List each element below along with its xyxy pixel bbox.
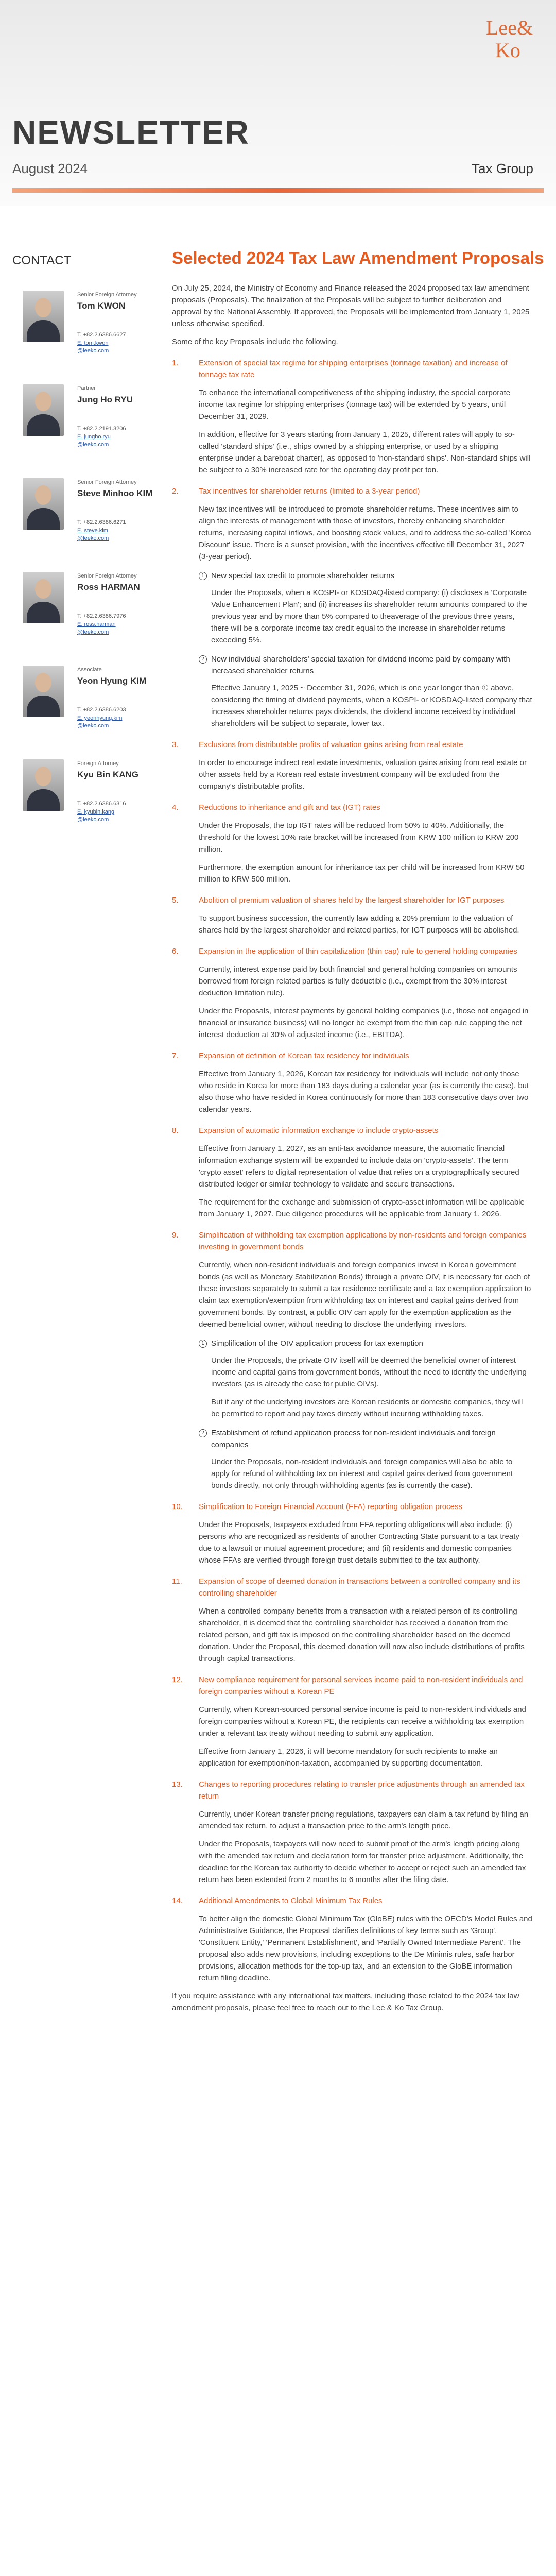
contact-photo <box>23 291 64 342</box>
contact-email-domain[interactable]: @leeko.com <box>77 629 109 635</box>
contact-photo <box>23 666 64 717</box>
section-number: 6. <box>172 947 179 956</box>
section-title-text: Exclusions from distributable profits of valuation gains arising from real estate <box>199 740 463 749</box>
contact-name: Kyu Bin KANG <box>77 770 138 779</box>
section-title <box>172 357 532 381</box>
newsletter-header <box>0 0 556 206</box>
section-paragraph: Under the Proposals, taxpayers will now need to submit proof of the arm's length pricing along with the amended tax return and declaration form for transfer price adjustment. Additionally, the deadline for the Korean tax authority to decide whether to accept or reject such an amended tax return has been extended from 2 months to 6 months after the filing date. <box>199 1840 526 1884</box>
contact-email-domain[interactable]: @leeko.com <box>77 442 109 448</box>
contact-role: Senior Foreign Attorney <box>77 573 137 579</box>
contact-name: Ross HARMAN <box>77 582 140 592</box>
section-body <box>172 1519 532 1566</box>
contact-card <box>12 757 162 851</box>
contact-role: Senior Foreign Attorney <box>77 292 137 298</box>
contact-name: Jung Ho RYU <box>77 395 133 404</box>
section-title-text: Simplification of withholding tax exemption applications by non-residents and foreign companies investing in government bonds <box>199 1231 527 1251</box>
subsection-title <box>172 1337 532 1349</box>
contact-email-link[interactable]: E. steve.kim <box>77 528 108 534</box>
section-number: 7. <box>172 1052 179 1060</box>
section-number: 4. <box>172 803 179 812</box>
section-body <box>172 387 532 476</box>
section-title-text: Tax incentives for shareholder returns (limited to a 3-year period) <box>199 487 420 496</box>
amendment-section <box>172 739 532 792</box>
subsection-title-text: Establishment of refund application process for non-resident individuals and foreign companies <box>211 1429 496 1449</box>
subsection-title-text: Simplification of the OIV application process for tax exemption <box>211 1339 423 1348</box>
subsection-body <box>172 587 532 646</box>
amendment-section <box>172 945 532 1041</box>
section-number: 13. <box>172 1780 183 1789</box>
section-title <box>172 1778 532 1802</box>
closing-paragraph: If you require assistance with any international tax matters, including those related to the 2024 tax law amendment proposals, please feel free to reach out to the Lee & Ko Tax Group. <box>172 1992 519 2012</box>
photo-head <box>35 392 51 411</box>
contact-phone: T. +82.2.6386.6271 <box>77 519 126 526</box>
header-divider <box>12 188 544 193</box>
subsection-body <box>172 1354 532 1420</box>
section-paragraph: Effective from January 1, 2026, Korean tax residency for individuals will include not only those who reside in Korea for more than 183 days during a calendar year (as is currently the case), but also those who have resided in Korea continuously for more than 183 consecutive days over two calendar years. <box>199 1070 529 1114</box>
section-title <box>172 894 532 906</box>
section-paragraph: To enhance the international competitiveness of the shipping industry, the special corporate income tax regime for shipping enterprises (tonnage tax) will be extended by 5 years, until December 31, 2029. <box>199 388 511 421</box>
amendment-section <box>172 1778 532 1886</box>
contact-email-link[interactable]: E. ross.harman <box>77 621 116 628</box>
section-number: 2. <box>172 487 179 496</box>
photo-head <box>35 485 51 505</box>
amendment-section <box>172 1895 532 1984</box>
contact-card <box>12 476 162 570</box>
subsection-paragraph: But if any of the underlying investors are Korean residents or domestic companies, they will be permitted to report and pay taxes directly without incurring withholding taxes. <box>211 1398 523 1418</box>
section-paragraph: Effective from January 1, 2027, as an anti-tax avoidance measure, the automatic financial information exchange system will be expanded to include data on 'crypto-assets'. The term 'crypto asset' refers to digital representation of value that relies on a cryptographically secured distributed ledger or similar technology to validate and secure transactions. <box>199 1144 519 1189</box>
photo-body <box>27 508 60 530</box>
section-paragraph: Effective from January 1, 2026, it will become mandatory for such recipients to make an application for exemption/non-taxation, accompanied by supporting documentation. <box>199 1747 498 1768</box>
contact-photo <box>23 572 64 623</box>
subsection-number: 1 <box>199 572 207 580</box>
section-title-text: New compliance requirement for personal services income paid to non-resident individuals and foreign companies without a Korean PE <box>199 1675 523 1696</box>
amendment-section <box>172 1674 532 1769</box>
contact-role: Associate <box>77 667 102 673</box>
amendment-section <box>172 894 532 936</box>
section-title <box>172 1501 532 1513</box>
section-body <box>172 963 532 1041</box>
photo-head <box>35 673 51 692</box>
amendment-section <box>172 802 532 885</box>
contact-email-domain[interactable]: @leeko.com <box>77 723 109 729</box>
section-body <box>172 1143 532 1220</box>
section-title <box>172 1125 532 1137</box>
section-paragraph: When a controlled company benefits from a transaction with a related person of its controlling shareholder, it is deemed that the controlling shareholder has received a donation from the related person, and gift tax is imposed on the controlling shareholder based on the deemed donation. Under the Proposal, this deemed donation will now also include distributions of profits through capital transactions. <box>199 1607 525 1663</box>
contact-email-link[interactable]: E. yeonhyung.kim <box>77 715 123 721</box>
contact-role: Partner <box>77 385 96 392</box>
photo-body <box>27 789 60 811</box>
photo-head <box>35 579 51 599</box>
contact-photo <box>23 478 64 530</box>
subsection-title-text: New individual shareholders' special taxation for dividend income paid by company with increased shareholder returns <box>211 655 510 675</box>
section-title-text: Expansion of scope of deemed donation in transactions between a controlled company and its controlling shareholder <box>199 1577 520 1598</box>
section-number: 14. <box>172 1896 183 1905</box>
section-body <box>172 1068 532 1115</box>
section-title <box>172 1575 532 1599</box>
section-title-text: Expansion of automatic information exchange to include crypto-assets <box>199 1126 439 1135</box>
contact-phone: T. +82.2.6386.6316 <box>77 801 126 807</box>
amendment-section <box>172 1501 532 1566</box>
photo-head <box>35 298 51 317</box>
subsection-title-text: New special tax credit to promote shareholder returns <box>211 571 395 580</box>
section-title-text: Additional Amendments to Global Minimum Tax Rules <box>199 1896 383 1905</box>
section-paragraph: To better align the domestic Global Minimum Tax (GloBE) rules with the OECD's Model Rules and Administrative Guidance, the Proposal clarifies definitions of key terms such as 'Group', 'Constituent Entity,' 'Permanent Establishment', and 'Partially Owned Intermediate Parent'. The proposal also adds new provisions, including exceptions to the De Minimis rules, safe harbor provisions, allocation methods for the top-up tax, and an extension to the GloBE information return filing deadline. <box>199 1914 532 1982</box>
section-paragraph: Currently, when Korean-sourced personal service income is paid to non-resident individuals and foreign companies without a Korean PE, the recipients can receive a withholding tax exemption under a relevant tax treaty without needing to submit any application. <box>199 1705 526 1738</box>
contact-sidebar <box>12 289 162 851</box>
photo-head <box>35 767 51 786</box>
contact-card <box>12 570 162 664</box>
amendment-section <box>172 485 532 730</box>
logo-line-1: Lee& <box>486 16 533 39</box>
photo-body <box>27 602 60 623</box>
section-title <box>172 739 532 751</box>
section-number: 12. <box>172 1675 183 1684</box>
section-number: 1. <box>172 359 179 367</box>
section-title <box>172 1050 532 1062</box>
section-number: 9. <box>172 1231 179 1240</box>
intro-paragraph: On July 25, 2024, the Ministry of Economy and Finance released the 2024 proposed tax law amendment proposals (Proposals). The finalization of the Proposals will be subject to further deliberation and approval by the National Assembly. If approved, the Proposals will be implemented from January 1, 2025 unless otherwise specified. <box>172 284 530 328</box>
contact-name: Yeon Hyung KIM <box>77 676 147 686</box>
subsection-paragraph: Under the Proposals, the private OIV itself will be deemed the beneficial owner of interest income and capital gains from government bonds, without the need to identify the underlying investors (as is already the case for public OIVs). <box>211 1356 527 1388</box>
amendment-section <box>172 1575 532 1665</box>
contact-heading: CONTACT <box>12 253 72 267</box>
subsection-paragraph: Effective January 1, 2025 ~ December 31, 2026, which is one year longer than ① above, considering the timing of dividend payments, when a KOSPI- or KOSDAQ-listed company that increases shareholder returns pays dividends, the dividend income received by individual shareholders will be subject to separate, lower tax. <box>211 684 532 728</box>
subsection-title <box>172 570 532 582</box>
newsletter-date: August 2024 <box>12 161 88 176</box>
subsection-paragraph: Under the Proposals, non-resident individuals and foreign companies will also be able to apply for refund of withholding tax on interest and capital gains derived from government bonds directly, not only through withholding agents (as is currently the case). <box>211 1458 513 1490</box>
section-paragraph: Currently, when non-resident individuals and foreign companies invest in Korean government bonds (as well as Monetary Stabilization Bonds) through a private OIV, it is necessary for each of these investors separately to submit a tax residence certificate and a tax exemption application to claim tax exemption/exemption from withholding tax on interest and capital gains derived from government bonds. By contrast, a public OIV can apply for the exemption application as the deemed beneficial owner, without needing to disclose the underlying investors. <box>199 1261 531 1329</box>
contact-phone: T. +82.2.6386.7976 <box>77 613 126 619</box>
contact-phone: T. +82.2.6386.6627 <box>77 332 126 338</box>
contact-email-link[interactable]: E. jungho.ryu <box>77 434 111 440</box>
section-paragraph: Under the Proposals, taxpayers excluded from FFA reporting obligations will also include: (i) persons who are recognized as residents of another Contracting State pursuant to a tax treaty due to a lawsuit or mutual agreement procedure; and (ii) residents and domestic companies whose FFAs are verified through foreign trust details submitted to the tax authority. <box>199 1520 519 1565</box>
section-title <box>172 1895 532 1907</box>
section-paragraph: New tax incentives will be introduced to promote shareholder returns. These incentives aim to align the interests of management with those of investors, thereby enhancing shareholder returns, increasing capital inflows, and boosting stock values, and to address the so-called 'Korea Discount' issue. There is a sunset provision, with the incentives effective till December 31, 2027 (3-year period). <box>199 505 531 561</box>
section-body <box>172 1913 532 1984</box>
amendment-section <box>172 1050 532 1115</box>
section-number: 11. <box>172 1577 182 1586</box>
section-paragraph: To support business succession, the currently law adding a 20% premium to the valuation of shares held by the largest shareholder and related parties, for IGT purposes will be abolished. <box>199 914 519 935</box>
section-title <box>172 945 532 957</box>
subsection-number: 1 <box>199 1340 207 1348</box>
contact-photo <box>23 384 64 436</box>
practice-group: Tax Group <box>472 161 533 176</box>
section-title-text: Expansion in the application of thin capitalization (thin cap) rule to general holding companies <box>199 947 517 956</box>
photo-body <box>27 414 60 436</box>
subsection-title <box>172 1427 532 1451</box>
section-body <box>172 757 532 792</box>
subsection-number: 2 <box>199 1429 207 1437</box>
subsection-body <box>172 1456 532 1492</box>
contact-role: Foreign Attorney <box>77 760 119 767</box>
section-paragraph: Under the Proposals, the top IGT rates will be reduced from 50% to 40%. Additionally, the threshold for the lowest 10% rate bracket will be increased from KRW 100 million to KRW 200 million. <box>199 821 519 854</box>
section-paragraph: Currently, interest expense paid by both financial and general holding companies on amounts borrowed from foreign related parties is fully deductible (i.e., exempt from the 30% interest deduction limitation rule). <box>199 965 517 997</box>
contact-photo <box>23 759 64 811</box>
contact-role: Senior Foreign Attorney <box>77 479 137 485</box>
photo-body <box>27 696 60 717</box>
contact-email-domain[interactable]: @leeko.com <box>77 535 109 541</box>
section-title-text: Expansion of definition of Korean tax residency for individuals <box>199 1052 409 1060</box>
section-number: 3. <box>172 740 179 749</box>
section-number: 5. <box>172 896 179 905</box>
subsection-body <box>172 682 532 730</box>
photo-body <box>27 320 60 342</box>
amendment-section <box>172 357 532 476</box>
section-title-text: Abolition of premium valuation of shares held by the largest shareholder for IGT purposes <box>199 896 505 905</box>
section-body <box>172 912 532 936</box>
article-title: Selected 2024 Tax Law Amendment Proposals <box>172 248 544 267</box>
section-title <box>172 1674 532 1698</box>
section-paragraph: Under the Proposals, interest payments by general holding companies (i.e, those not engaged in financial or insurance business) will no longer be exempt from the thin cap rule capping the net interest deduction at 30% of adjusted income (i.e., EBITDA). <box>199 1007 529 1039</box>
subsection-paragraph: Under the Proposals, when a KOSPI- or KOSDAQ-listed company: (i) discloses a 'Corporate Value Enhancement Plan'; and (ii) increases its shareholder return amounts compared to the previous year and by more than 5% compared to theaverage of the previous three years, there will be a corporate income tax credit equal to the increase in shareholder returns exceeding 5%. <box>211 588 527 645</box>
contact-card <box>12 382 162 476</box>
section-title-text: Simplification to Foreign Financial Account (FFA) reporting obligation process <box>199 1502 462 1511</box>
contact-email-link[interactable]: E. kyubin.kang <box>77 809 115 815</box>
lee-ko-logo <box>486 15 535 67</box>
article-body <box>172 282 532 2020</box>
newsletter-title: NEWSLETTER <box>12 114 250 151</box>
contact-name: Tom KWON <box>77 301 126 311</box>
contact-phone: T. +82.2.6386.6203 <box>77 707 126 713</box>
contact-email-domain[interactable]: @leeko.com <box>77 817 109 823</box>
section-body <box>172 503 532 563</box>
contact-card <box>12 289 162 382</box>
subsection-number: 2 <box>199 655 207 664</box>
section-title <box>172 802 532 814</box>
contact-email-domain[interactable]: @leeko.com <box>77 348 109 354</box>
amendment-section <box>172 1125 532 1220</box>
section-title-text: Changes to reporting procedures relating to transfer price adjustments through an amended tax return <box>199 1780 525 1801</box>
section-body <box>172 1704 532 1769</box>
logo-line-2: Ko <box>495 39 520 62</box>
contact-phone: T. +82.2.2191.3206 <box>77 426 126 432</box>
contact-card <box>12 664 162 757</box>
section-paragraph: Furthermore, the exemption amount for inheritance tax per child will be increased from KRW 50 million to KRW 500 million. <box>199 863 525 884</box>
section-body <box>172 1605 532 1665</box>
amendment-section <box>172 1229 532 1492</box>
section-number: 8. <box>172 1126 179 1135</box>
section-paragraph: In order to encourage indirect real estate investments, valuation gains arising from real estate or other assets held by a Korean real estate investment company will be excluded from the company's distributable profits. <box>199 758 527 791</box>
contact-name: Steve Minhoo KIM <box>77 488 153 498</box>
section-number: 10. <box>172 1502 183 1511</box>
section-body <box>172 1259 532 1330</box>
section-title <box>172 1229 532 1253</box>
section-title-text: Extension of special tax regime for shipping enterprises (tonnage taxation) and increase of tonnage tax rate <box>199 359 508 379</box>
section-title <box>172 485 532 497</box>
section-body <box>172 820 532 885</box>
section-title-text: Reductions to inheritance and gift and tax (IGT) rates <box>199 803 380 812</box>
section-body <box>172 1808 532 1886</box>
intro-paragraph: Some of the key Proposals include the following. <box>172 337 338 346</box>
section-paragraph: Currently, under Korean transfer pricing regulations, taxpayers can claim a tax refund by filing an amended tax return, to adjust a transaction price to the arm's length price. <box>199 1810 529 1831</box>
subsection-title <box>172 653 532 677</box>
section-paragraph: The requirement for the exchange and submission of crypto-asset information will be applicable from January 1, 2027. Due diligence procedures will be applicable from January 1, 2026. <box>199 1198 525 1218</box>
contact-email-link[interactable]: E. tom.kwon <box>77 340 109 346</box>
section-paragraph: In addition, effective for 3 years starting from January 1, 2025, different rates will apply to so-called 'standard ships' (i.e., ships owned by a shipping enterprise, or used by a shipping enterprise under a bareboat charter), as opposed to 'non-standard ships'. Non-standard ships will be subject to a 30% increased rate for the operating day profit per ton. <box>199 430 531 474</box>
